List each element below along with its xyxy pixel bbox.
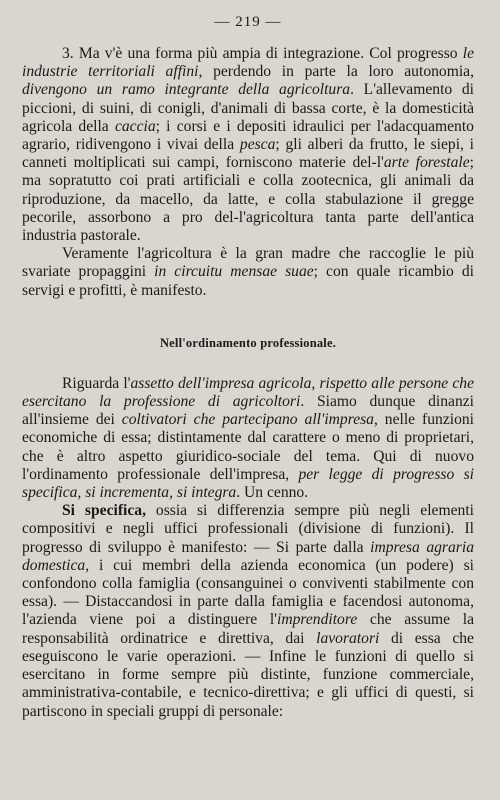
italic-run: coltivatori che partecipano all'impresa (121, 411, 374, 429)
italic-run: in circuitu mensae suae (154, 263, 314, 281)
italic-run: le industrie territoriali affini (22, 45, 474, 81)
italic-run: lavoratori (316, 629, 380, 647)
section-title: Nell'ordinamento professionale. (159, 335, 337, 350)
italic-run: assetto dell'impresa agricola, rispetto alle persone che esercitano la professione di agricoltori (22, 374, 475, 411)
paragraph-specification: Si specifica, ossia si differenzia sempre più negli elementi compositivi e negli uffici professionali (divisione di funzioni). Il progresso di sviluppo è manifesto: — Si parte dalla impresa agraria domestica, i cui membri della azienda economica (un podere) si confondono colla famiglia (consanguinei o conviventi stabilmente con essa). — Distaccandosi in parte dalla famiglia e facendosi autonoma, l'azienda viene poi a distinguere l'imprenditore che assume la responsabilità ordinatrice e direttiva, dai lavoratori di essa che eseguiscono le varie operazioni. — Infine le funzioni di quello si esercitano in forme sempre più distinte, funzione commerciale, amministrativa-contabile, e tecnico-direttiva; e gli uffici di questi, si partiscono in speciali gruppi di personale: (22, 502, 474, 720)
paragraph-enterprise-structure: Riguarda l'assetto dell'impresa agricola, rispetto alle persone che esercitano la professione di agricoltori. Siamo dunque dinanzi all'insieme dei coltivatori che partecipano all'impresa, nelle funzioni economiche di essa; distintamente dal carattere o meno di proprietari, che è altro aspetto giuridico-sociale del tema. Qui di nuovo l'ordinamento professionale dell'impresa, per legge di progresso si specifica, si incrementa, si integra. Un cenno. (22, 374, 475, 502)
italic-run: per legge di progresso si specifica, si incrementa, si integra (22, 465, 474, 502)
bold-run: Si specifica, (62, 502, 146, 520)
paragraph-agriculture-mother: Veramente l'agricoltura è la gran madre che raccoglie le più svariate propaggini in circuitu mensae suae; con quale ricambio di servigi e profitti, è manifesto. (22, 245, 474, 299)
italic-run: imprenditore (277, 611, 358, 629)
paragraph-integration: 3. Ma v'è una forma più ampia di integrazione. Col progresso le industrie territoriali affini, perdendo in parte la loro autonomia, divengono un ramo integrante della agricoltura. L'allevamento di piccioni, di suini, di conigli, d'animali di bassa corte, è la domesticità agricola della caccia; i corsi e i depositi idraulici per l'adacquamento agrario, ridivengono i vivai della pesca; gli alberi da frutto, le siepi, i canneti moltiplicati sui campi, forniscono materie del-l'arte forestale; ma sopratutto coi prati artificiali e colla zootecnica, gli animali da riproduzione, da macello, da latte, e colla stabulazione il gregge pecorile, assorbono a pro del-l'agricoltura tanta parte dell'antica industria pastorale. (22, 45, 475, 245)
italic-run: caccia (114, 117, 156, 135)
italic-run: divengono un ramo integrante della agricoltura (22, 81, 351, 99)
italic-run: impresa agraria domestica (22, 538, 474, 574)
italic-run: pesca (239, 136, 276, 154)
page-number: — 219 — (214, 14, 282, 30)
italic-run: arte forestale (383, 154, 470, 172)
